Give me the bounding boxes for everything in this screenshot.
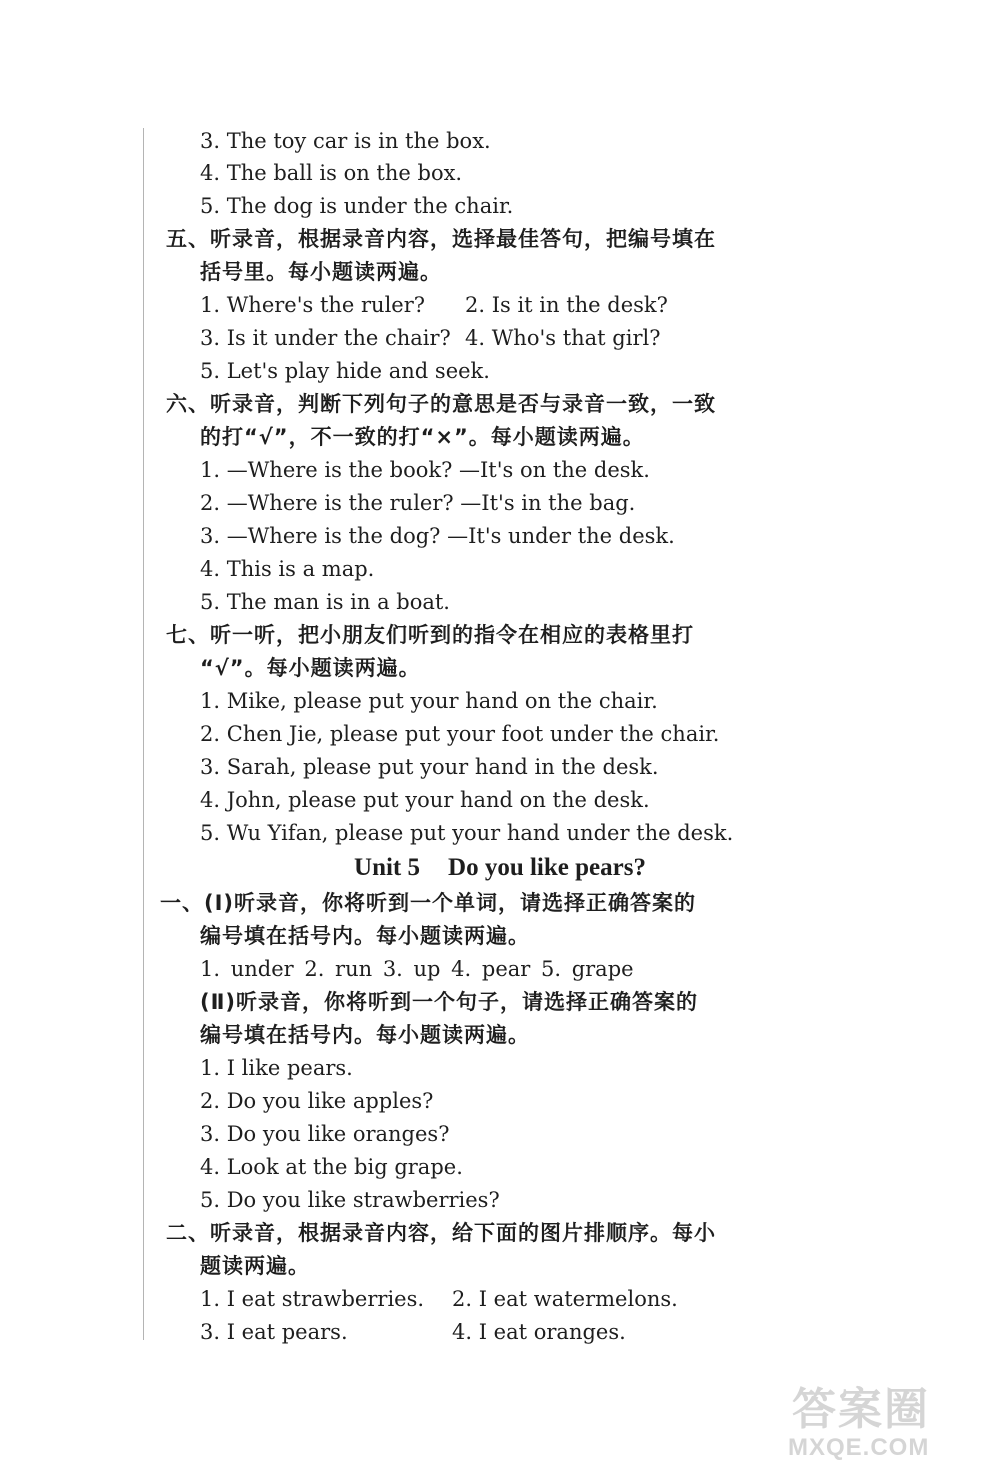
- section-heading: 题读两遍。: [200, 1254, 310, 1278]
- text-line: 5. The dog is under the chair.: [200, 194, 514, 218]
- section-heading: 的打“√”，不一致的打“×”。每小题读两遍。: [200, 425, 645, 449]
- text-line: 2. Do you like apples?: [200, 1089, 434, 1113]
- text-line: 4. The ball is on the box.: [200, 161, 463, 185]
- section-heading: 二、听录音，根据录音内容，给下面的图片排顺序。每小: [166, 1221, 716, 1245]
- text-line: 4. Who's that girl?: [465, 326, 661, 350]
- text-line: 4. I eat oranges.: [452, 1320, 626, 1344]
- text-line: 2. Chen Jie, please put your foot under the chair.: [200, 722, 720, 746]
- text-line: 3. Is it under the chair?: [200, 326, 451, 350]
- unit-name: Do you like pears?: [448, 854, 646, 881]
- text-line: 3. —Where is the dog? —It's under the desk.: [200, 524, 675, 548]
- watermark-logo: [780, 1385, 970, 1465]
- text-line: 4. John, please put your hand on the desk.: [200, 788, 650, 812]
- text-line: 3. The toy car is in the box.: [200, 129, 491, 153]
- text-line: 3. Do you like oranges?: [200, 1122, 450, 1146]
- unit-title: [0, 854, 1000, 882]
- text-line: 5. The man is in a boat.: [200, 590, 450, 614]
- text-line: 5. Let's play hide and seek.: [200, 359, 490, 383]
- text-line: 2. I eat watermelons.: [452, 1287, 678, 1311]
- text-line: 5. Do you like strawberries?: [200, 1188, 500, 1212]
- text-line: 1. —Where is the book? —It's on the desk.: [200, 458, 650, 482]
- text-line: 4. Look at the big grape.: [200, 1155, 463, 1179]
- section-heading: 六、听录音，判断下列句子的意思是否与录音一致，一致: [166, 392, 716, 416]
- text-line: 5. Wu Yifan, please put your hand under the desk.: [200, 821, 734, 845]
- text-line: 1. under 2. run 3. up 4. pear 5. grape: [200, 957, 634, 981]
- text-line: 1. Mike, please put your hand on the chair.: [200, 689, 658, 713]
- section-heading: 编号填在括号内。每小题读两遍。: [200, 1023, 530, 1047]
- section-heading: 一、(Ⅰ)听录音，你将听到一个单词，请选择正确答案的: [160, 891, 697, 915]
- text-line: 1. I eat strawberries.: [200, 1287, 425, 1311]
- section-heading: 括号里。每小题读两遍。: [200, 260, 442, 284]
- section-heading: (Ⅱ)听录音，你将听到一个句子，请选择正确答案的: [200, 990, 699, 1014]
- section-heading: 七、听一听，把小朋友们听到的指令在相应的表格里打: [166, 623, 694, 647]
- section-heading: “√”。每小题读两遍。: [200, 656, 421, 680]
- section-heading: 五、听录音，根据录音内容，选择最佳答句，把编号填在: [166, 227, 716, 251]
- text-line: 2. —Where is the ruler? —It's in the bag.: [200, 491, 636, 515]
- watermark-text: 答案圈: [792, 1384, 930, 1435]
- watermark-url: MXQE.COM: [788, 1434, 930, 1461]
- text-line: 3. Sarah, please put your hand in the desk.: [200, 755, 659, 779]
- section-heading: 编号填在括号内。每小题读两遍。: [200, 924, 530, 948]
- text-line: 1. Where's the ruler?: [200, 293, 426, 317]
- unit-number: Unit 5: [354, 854, 421, 881]
- text-line: 3. I eat pears.: [200, 1320, 348, 1344]
- margin-rule: [143, 128, 144, 1340]
- text-line: 1. I like pears.: [200, 1056, 353, 1080]
- text-line: 4. This is a map.: [200, 557, 375, 581]
- text-line: 2. Is it in the desk?: [465, 293, 668, 317]
